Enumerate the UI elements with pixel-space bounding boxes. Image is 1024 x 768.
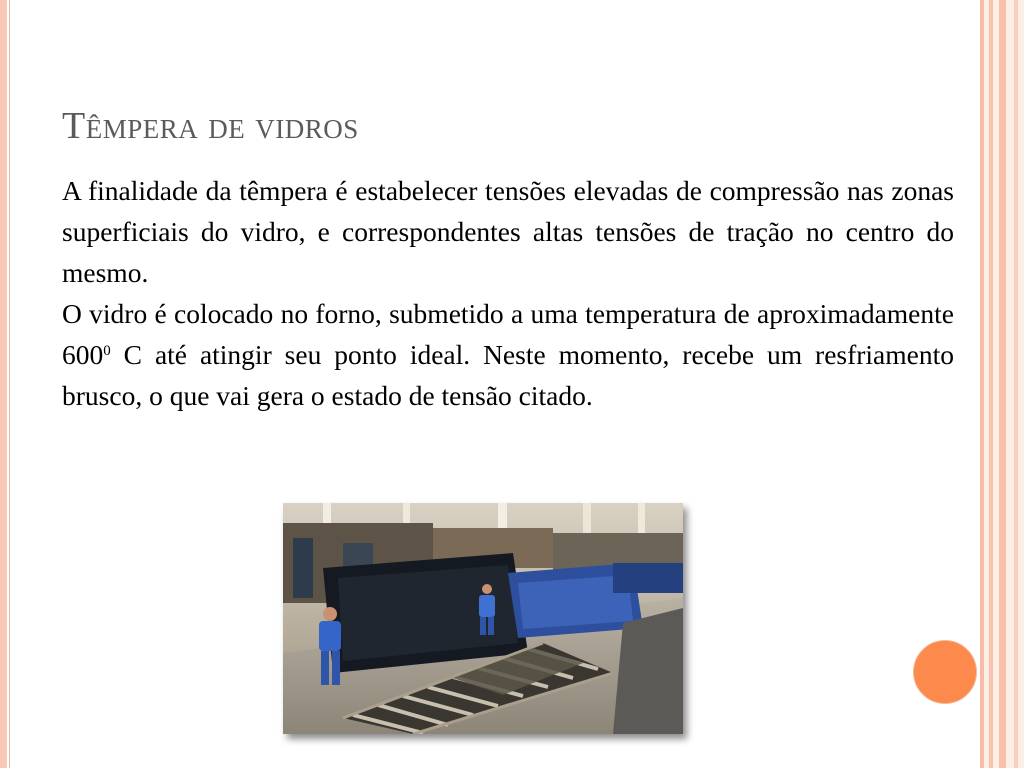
glass-tempering-factory-photo xyxy=(283,503,683,734)
left-frame-bar xyxy=(0,0,7,768)
decorative-orange-circle xyxy=(913,640,977,704)
frame-stripe xyxy=(999,0,1006,768)
paragraph-process xyxy=(62,293,954,416)
paragraph-process-start: O vidro é colocado no forno, submetido a uma temperatura de aproximadamente 600 xyxy=(62,298,954,370)
left-frame-line xyxy=(9,0,10,768)
slide-body xyxy=(62,170,954,416)
frame-stripe xyxy=(980,0,984,768)
frame-stripe xyxy=(1014,0,1018,768)
right-frame-panel xyxy=(980,0,1024,768)
degree-superscript: 0 xyxy=(103,343,111,359)
paragraph-process-end: C até atingir seu ponto ideal. Neste momento, recebe um resfriamento brusco, o que vai gera o estado de tensão citado. xyxy=(62,339,954,411)
slide-title: Têmpera de vidros xyxy=(62,105,359,147)
paragraph-purpose: A finalidade da têmpera é estabelecer tensões elevadas de compressão nas zonas superficiais do vidro, e correspondentes altas tensões de tração no centro do mesmo. xyxy=(62,175,954,288)
frame-stripe xyxy=(989,0,993,768)
